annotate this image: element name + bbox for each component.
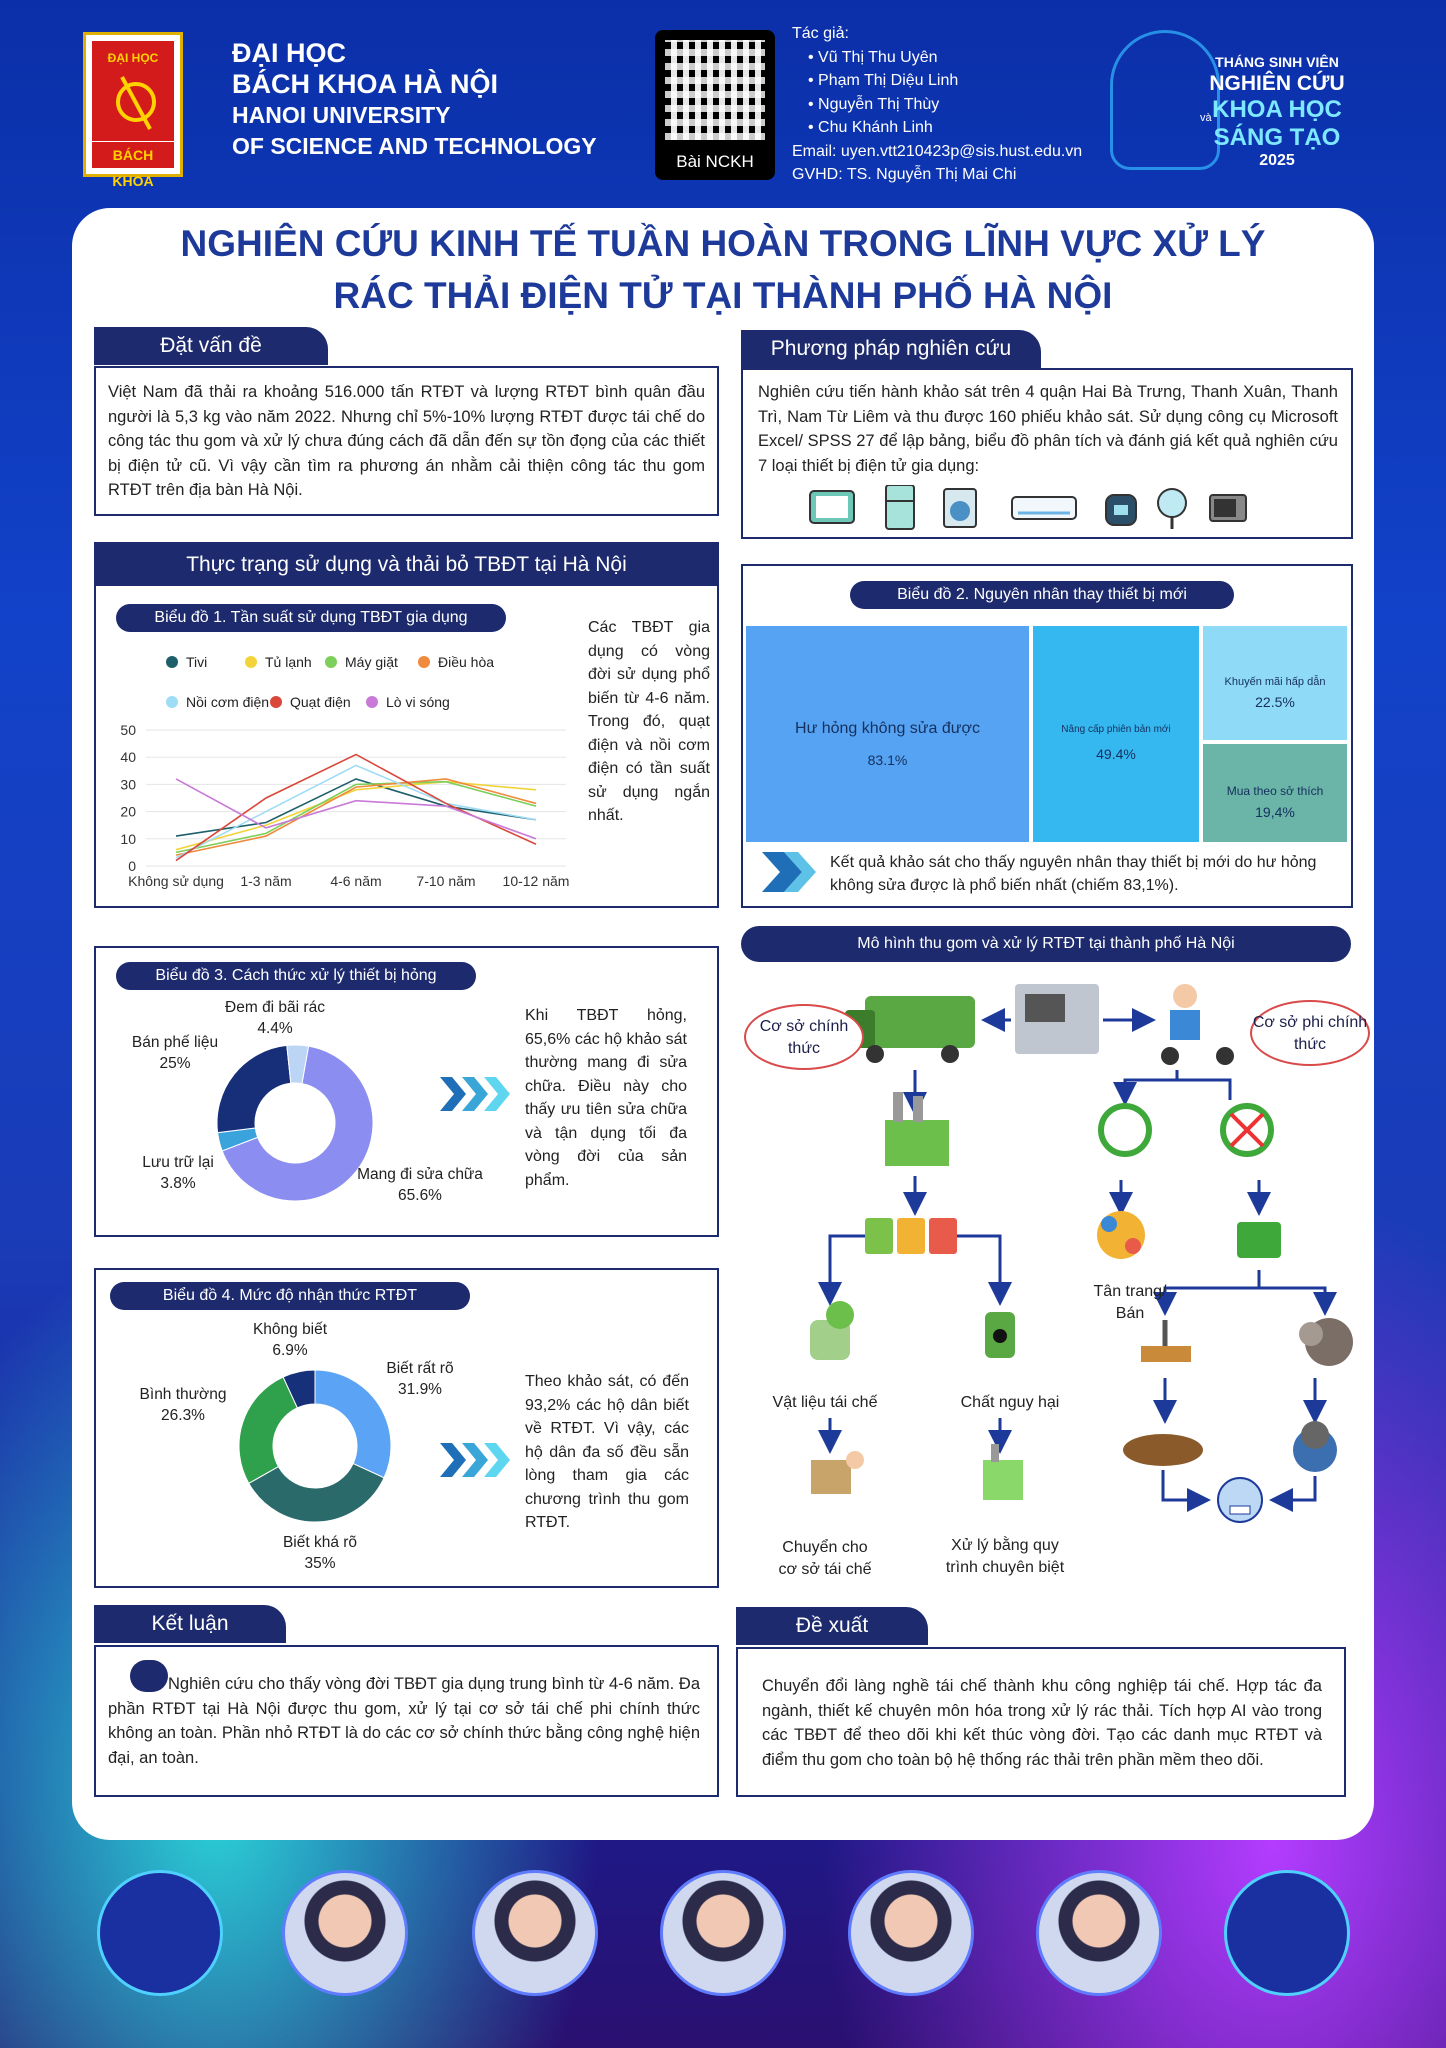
event-line2: NGHIÊN CỨU (1209, 72, 1345, 95)
series-line (176, 782, 536, 853)
treemap-value: 49.4% (1096, 746, 1136, 762)
chart4-label-biet-kha-ro: Biết khá rõ 35% (282, 1534, 358, 1572)
garbage-truck-icon (845, 996, 975, 1063)
no-recycle-icon (1223, 1106, 1271, 1154)
legend-swatch (270, 696, 282, 708)
event-line3: KHOA HỌC (1212, 96, 1342, 123)
author-photo (282, 1870, 408, 1996)
burning-icon (1299, 1318, 1353, 1366)
thuc-trang-header: Thực trạng sử dụng và thải bỏ TBĐT tại Hà Nội (96, 544, 717, 586)
legend-label: Điều hòa (438, 654, 495, 670)
chart1-line (106, 640, 586, 890)
author-photo (1036, 1870, 1162, 1996)
fan-icon (1158, 489, 1186, 529)
de-xuat-text: Chuyển đổi làng nghề tái chế thành khu công nghiệp tái chế. Hợp tác đa ngành, thiết kế chuyên môn hóa trong xử lý rác thải. Tích hợp AI vào trong các TBĐT để theo dõi khi kết thúc vòng đời. Tạo các danh mục RTĐT và điểm thu gom cho toàn bộ hệ thống rác thải trên phần mềm theo dõi. (762, 1677, 1322, 1769)
recycle-icon (1101, 1106, 1149, 1154)
chart4-text: Theo khảo sát, có đến 93,2% các hộ dân biết về RTĐT. Vì vậy, các hộ dân đa số đều sẵn lòng tham gia các chương trình thu gom RTĐT. (525, 1373, 689, 1531)
treemap-cell-so-thich (1203, 744, 1347, 842)
triple-arrow-icon (440, 1443, 516, 1477)
uni-vn-line2: BÁCH KHOA HÀ NỘI (232, 69, 498, 99)
triple-arrow-icon (440, 1077, 516, 1111)
tab-ket-luan: Kết luận (94, 1605, 286, 1643)
chart2-text: Kết quả khảo sát cho thấy nguyên nhân thay thiết bị mới do hư hỏng không sửa được là phổ biến nhất (chiếm 83,1%). (830, 854, 1317, 894)
author-item: • Vũ Thị Thu Uyên (820, 46, 1082, 70)
uni-en-line2: OF SCIENCE AND TECHNOLOGY (232, 133, 597, 159)
polluted-soil-icon (1123, 1434, 1203, 1466)
model-title: Mô hình thu gom và xử lý RTĐT tại thành phố Hà Nội (741, 926, 1351, 962)
university-name (232, 38, 597, 162)
bubble-informal: Cơ sở phi chính thức (1250, 1000, 1370, 1066)
x-tick-label: 7-10 năm (416, 873, 476, 889)
legend-label: Tivi (186, 654, 208, 670)
treemap-label: Nâng cấp phiên bản mới (1061, 724, 1171, 735)
treemap-label: Mua theo sở thích (1226, 784, 1324, 798)
recycled-material-icon (810, 1301, 854, 1360)
delivery-icon (811, 1451, 864, 1494)
chart4-label-biet-rat-ro: Biết rất rõ 31.9% (386, 1360, 454, 1398)
phuong-phap-text: Nghiên cứu tiến hành khảo sát trên 4 quận Hai Bà Trưng, Thanh Xuân, Thanh Trì, Nam Từ Liêm và thu được 160 phiếu khảo sát. Sử dụng công cụ Microsoft Excel/ SPSS 27 để lập bảng, biểu đồ phân tích và đánh giá kết quả nghiên cứu 7 loại thiết bị điện tử gia dụng: (758, 383, 1338, 475)
author-item: • Phạm Thị Diệu Linh (820, 69, 1082, 93)
uni-vn-line1: ĐẠI HỌC (232, 38, 346, 68)
washing-machine-icon (944, 489, 976, 527)
legend-swatch (245, 656, 257, 668)
chart2-title: Biểu đồ 2. Nguyên nhân thay thiết bị mới (850, 581, 1234, 609)
treemap-value: 22.5% (1255, 694, 1295, 710)
poster-header (0, 0, 1446, 200)
fridge-icon (886, 485, 914, 529)
treemap-value: 19,4% (1255, 804, 1295, 820)
chart3-title: Biểu đồ 3. Cách thức xử lý thiết bị hỏng (116, 962, 476, 990)
tab-de-xuat: Đề xuất (736, 1607, 928, 1645)
donut-slice (239, 1377, 297, 1483)
author-photo (472, 1870, 598, 1996)
ket-luan-text: Nghiên cứu cho thấy vòng đời TBĐT gia dụng trung bình từ 4-6 năm. Đa phần RTĐT tại Hà Nội được thu gom, xử lý tại cơ sở tái chế phi chính thức không an toàn. Phần nhỏ RTĐT là do các cơ sở chính thức bằng công nghệ hiện đại, an toàn. (108, 1675, 700, 1767)
treemap-label: Khuyến mãi hấp dẫn (1224, 676, 1326, 688)
legend-label: Lò vi sóng (386, 694, 450, 710)
label-refurbish: Tân trang/ Bán (1093, 1283, 1167, 1322)
chart4-label-khong-biet: Không biết 6.9% (252, 1321, 328, 1359)
authors-label: Tác giả: (792, 25, 849, 42)
chart3-label-phe-lieu: Bán phế liệu 25% (131, 1034, 219, 1072)
author-item: • Nguyễn Thị Thùy (820, 93, 1082, 117)
treemap-cell-hu-hong (746, 626, 1031, 842)
sick-person-icon (1218, 1478, 1262, 1522)
uni-en-line1: HANOI UNIVERSITY (232, 102, 451, 128)
trash-cart-icon (1237, 1222, 1281, 1258)
author-photo (660, 1870, 786, 1996)
microwave-icon (1210, 495, 1246, 521)
legend-label: Nồi cơm điện (186, 694, 270, 710)
author-item: • Chu Khánh Linh (820, 116, 1082, 140)
y-tick-label: 40 (120, 749, 136, 766)
tab-dat-van-de: Đặt vấn đề (94, 327, 328, 365)
air-conditioner-icon (1012, 497, 1076, 519)
x-tick-label: 1-3 năm (240, 873, 292, 889)
chevron-arrow-icon (758, 850, 818, 894)
bubble-formal: Cơ sở chính thức (744, 1004, 864, 1070)
legend-swatch (166, 696, 178, 708)
globe-chat-icon (1224, 1870, 1350, 1996)
label-hazard: Chất nguy hại (960, 1394, 1060, 1411)
qr-label: Bài NCKH (676, 152, 754, 171)
waste-bins-icon (865, 1218, 957, 1254)
y-tick-label: 0 (128, 858, 136, 874)
chart3-label-sua-chua: Mang đi sửa chữa 65.6% (357, 1166, 483, 1204)
event-and: và (1200, 112, 1212, 124)
chart3-text: Khi TBĐT hỏng, 65,6% các hộ khảo sát thường mang đi sửa chữa. Điều này cho thấy ưu tiên sửa chữa và tận dụng tối đa vòng đời của sản phẩm. (525, 1007, 687, 1189)
thuc-trang-text: Các TBĐT gia dụng có vòng đời sử dụng phổ biến từ 4-6 năm. Trong đó, quạt điện và nồi cơm điện có tần suất sử dụng ngắn nhất. (588, 619, 710, 824)
hust-logo (83, 32, 183, 189)
toxic-bottle-icon (985, 1312, 1015, 1358)
legend-label: Máy giặt (345, 654, 398, 670)
e-waste-pile-icon (1015, 984, 1099, 1054)
tv-icon (810, 491, 854, 523)
dismantle-icon (1141, 1320, 1191, 1362)
event-line1: THÁNG SINH VIÊN (1215, 54, 1339, 70)
scooter-collector-icon (1161, 984, 1234, 1065)
y-tick-label: 30 (120, 776, 136, 793)
label-recycled: Vật liệu tái chế (772, 1394, 878, 1411)
compass-icon (92, 67, 180, 137)
treemap-cell-nang-cap (1033, 626, 1201, 842)
title-line1: NGHIÊN CỨU KINH TẾ TUẦN HOÀN TRONG LĨNH VỰC XỬ LÝ (180, 223, 1266, 264)
treemap-cell-khuyen-mai (1203, 626, 1347, 742)
legend-swatch (366, 696, 378, 708)
y-tick-label: 10 (120, 830, 136, 847)
rice-cooker-icon (1106, 495, 1136, 525)
treatment-plant-icon (983, 1444, 1023, 1500)
author-email[interactable]: Email: uyen.vtt210423p@sis.hust.edu.vn (792, 142, 1083, 160)
treemap-label: Hư hỏng không sửa được (795, 720, 980, 737)
legend-swatch (325, 656, 337, 668)
qr-code[interactable] (655, 30, 775, 180)
event-logo (1110, 30, 1360, 180)
x-tick-label: 10-12 năm (502, 873, 570, 889)
chart1-title: Biểu đồ 1. Tần suất sử dụng TBĐT gia dụng (116, 604, 506, 632)
qr-pattern-overlay (665, 40, 765, 140)
treemap-value: 83.1% (867, 752, 908, 768)
logo-bottom-text: BÁCH KHOA (92, 142, 174, 168)
label-transfer: Chuyển cho cơ sở tái chế (778, 1539, 872, 1578)
chart4-label-binh-thuong: Bình thường 26.3% (139, 1386, 227, 1424)
advisor: GVHD: TS. Nguyễn Thị Mai Chi (792, 166, 1017, 183)
legend-label: Tủ lạnh (265, 654, 312, 670)
legend-label: Quạt điện (290, 694, 351, 710)
authors-block (792, 22, 1082, 187)
ai-brain-icon (97, 1870, 223, 1996)
label-treatment: Xử lý bằng quy trình chuyên biệt (945, 1537, 1065, 1576)
title-line2: RÁC THẢI ĐIỆN TỬ TẠI THÀNH PHỐ HÀ NỘI (333, 275, 1113, 316)
x-tick-label: Không sử dụng (128, 873, 224, 889)
treemap (746, 626, 1347, 842)
dat-van-de-text: Việt Nam đã thải ra khoảng 516.000 tấn RTĐT và lượng RTĐT bình quân đầu người là 5,3 kg vào năm 2022. Nhưng chỉ 5%-10% lượng RTĐT được tái chế do công tác thu gom và xử lý chưa đúng cách đã dẫn đến sự tồn đọng của các thiết bị điện tử cũ. Vì vậy cần tìm ra phương án nhằm cải thiện công tác thu gom RTĐT trên địa bàn Hà Nội. (108, 383, 705, 499)
legend-swatch (418, 656, 430, 668)
chart3-label-luu-tru: Lưu trữ lại 3.8% (142, 1154, 214, 1192)
legend-swatch (166, 656, 178, 668)
logo-top-text: ĐẠI HỌC (107, 51, 159, 65)
y-tick-label: 50 (120, 722, 136, 738)
tab-phuong-phap: Phương pháp nghiên cứu (741, 330, 1041, 368)
chart4-title: Biểu đồ 4. Mức độ nhận thức RTĐT (110, 1282, 470, 1310)
tools-icon (1097, 1211, 1145, 1259)
polluted-earth-icon (1293, 1421, 1337, 1472)
appliance-icons (800, 485, 1260, 531)
author-photo (848, 1870, 974, 1996)
y-tick-label: 20 (120, 803, 136, 820)
chart3-label-bai-rac: Đem đi bãi rác 4.4% (225, 999, 325, 1037)
x-tick-label: 4-6 năm (330, 873, 382, 889)
event-year: 2025 (1259, 152, 1295, 169)
poster-title (100, 218, 1346, 322)
event-line4: SÁNG TẠO (1213, 124, 1341, 151)
recycling-factory-icon (885, 1092, 949, 1166)
